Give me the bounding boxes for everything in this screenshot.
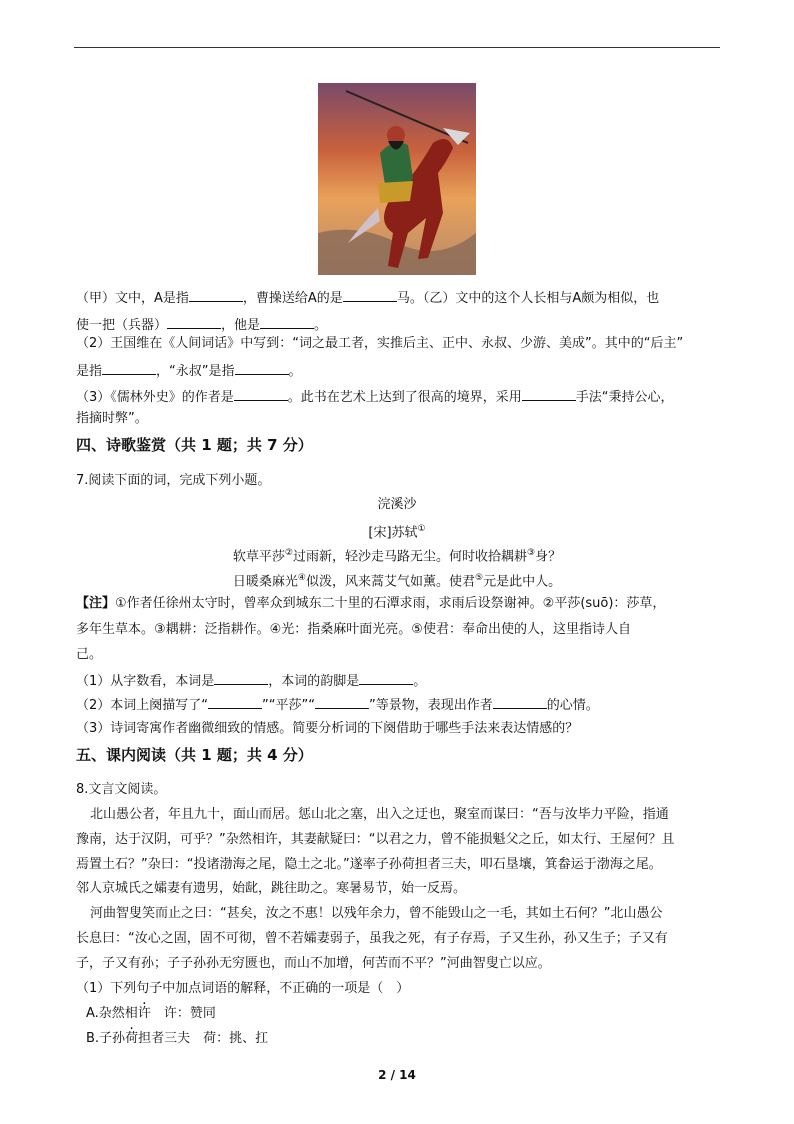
text: 担者三夫 荷：挑、扛 xyxy=(138,1031,269,1046)
blank xyxy=(343,287,397,302)
note-line-3: 己。 xyxy=(76,647,103,662)
section-heading-5: 五、课内阅读（共 1 题；共 4 分） xyxy=(76,746,313,764)
guan-yu-illustration xyxy=(318,83,476,275)
poem-title: 浣溪沙 xyxy=(377,497,417,512)
passage-p1-line-1: 北山愚公者，年且九十，面山而居。惩山北之塞，出入之迂也，聚室而谋曰：“吾与汝毕力平险，指通 xyxy=(90,807,669,822)
text: （3）《儒林外史》的作者是 xyxy=(76,390,234,405)
dotted-word: 荷 xyxy=(125,1031,139,1046)
note-line-2: 多年生草本。③耦耕：泛指耕作。④光：指桑麻叶面光亮。⑤使君：奉命出使的人，这里指诗人自 xyxy=(76,622,631,637)
passage-p1-line-2: 豫南，达于汉阴，可乎？”杂然相许，其妻献疑曰：“以君之力，曾不能损魁父之丘，如太行、王屋何？且 xyxy=(76,832,675,847)
text: 许：赞同 xyxy=(150,1006,216,1021)
blank xyxy=(260,314,314,329)
text: （1）从字数看，本词是 xyxy=(76,674,215,689)
page-number: 2 / 14 xyxy=(378,1068,416,1082)
poem-line-1 xyxy=(0,543,794,567)
note-marker: ② xyxy=(284,548,293,558)
text: 指摘时弊”。 xyxy=(76,411,148,426)
text: B.子孙 xyxy=(86,1031,126,1046)
text: ，本词的韵脚是 xyxy=(268,674,360,689)
text: 元是此中人。 xyxy=(483,574,562,590)
text: 似泼，风来蒿艾气如薰。使君 xyxy=(305,574,475,590)
passage-p1-line-3: 焉置土石？”杂曰：“投诸渤海之尾，隐土之北。”遂率子孙荷担者三夫，叩石垦壤，箕畚运于渤海之尾。 xyxy=(76,857,662,872)
blank xyxy=(102,360,156,375)
text: 过雨新，轻沙走马路无尘。何时收拾耦耕 xyxy=(292,549,527,565)
q7-intro: 7.阅读下面的词，完成下列小题。 xyxy=(76,473,271,488)
text: ，“永叔”是指 xyxy=(156,364,235,379)
note-marker: ③ xyxy=(527,548,536,558)
text: ”等景物，表现出作者 xyxy=(368,698,493,713)
q6-3-line-1 xyxy=(76,386,674,408)
blank xyxy=(167,314,221,329)
note-marker: ④ xyxy=(297,573,306,583)
blank xyxy=(522,386,576,401)
text: （2）本词上阕描写了“ xyxy=(76,698,209,713)
note-marker: ① xyxy=(417,524,426,534)
text: ①作者任徐州太守时，曾率众到城东二十里的石潭求雨，求雨后设祭谢神。②平莎(suō)：莎草， xyxy=(115,596,666,611)
passage-p2-line-2: 长息曰：“汝心之固，固不可彻，曾不若孀妻弱子，虽我之死，有子存焉，子又生孙，孙又生子；子又有 xyxy=(76,931,668,946)
note-line-1 xyxy=(76,594,665,614)
poem-line-2 xyxy=(0,568,794,592)
text: A.杂然相 xyxy=(86,1006,138,1021)
q8-1: （1）下列句子中加点词语的解释，不正确的一项是（ ） xyxy=(76,981,410,996)
section-heading-4: 四、诗歌鉴赏（共 1 题；共 7 分） xyxy=(76,436,313,454)
text: 是指 xyxy=(76,364,103,379)
blank xyxy=(234,386,288,401)
blank xyxy=(235,360,289,375)
text: 。 xyxy=(314,318,328,333)
passage-p2-line-3: 子，子又有孙；子子孙孙无穷匮也，而山不加增，何苦而不平？”河曲智叟亡以应。 xyxy=(76,956,551,971)
dotted-word: 许 xyxy=(137,1006,151,1021)
note-marker: ⑤ xyxy=(475,573,484,583)
q6-3-line-2 xyxy=(76,409,148,429)
text: （2）王国维在《人间词话》中写到：“词之最工者，实推后主、正中、永叔、少游、美成”。其中的“后主” xyxy=(76,336,684,351)
q6-2-line-2 xyxy=(76,360,302,382)
text: 日暖桑麻光 xyxy=(232,574,298,590)
blank xyxy=(359,670,413,685)
text: 。此书在艺术上达到了很高的境界，采用 xyxy=(287,390,522,405)
q7-3: （3）诗词寄寓作者幽微细致的情感。简要分析词的下阕借助于哪些手法来表达情感的？ xyxy=(76,721,579,736)
poem-author xyxy=(0,519,794,543)
text: 马。（乙）文中的这个人长相与A颇为相似，也 xyxy=(396,291,660,306)
header-rule xyxy=(74,47,720,48)
text: [宋]苏轼 xyxy=(368,525,418,541)
q6-line-1 xyxy=(76,287,659,309)
passage-p1-line-4: 邻人京城氏之孀妻有遗男，始龀，跳往助之。寒暑易节，始一反焉。 xyxy=(76,881,467,896)
passage-p2-line-1: 河曲智叟笑而止之曰：“甚矣，汝之不惠！以残年余力，曾不能毁山之一毛，其如土石何？”北山愚公 xyxy=(90,906,663,921)
text: ”“平莎”“ xyxy=(262,698,315,713)
blank xyxy=(189,287,243,302)
blank xyxy=(315,694,369,709)
q6-line-2 xyxy=(76,314,327,336)
text: ，曹操送给A的是 xyxy=(242,291,343,306)
text: （甲）文中，A是指 xyxy=(76,291,189,306)
text: ，他是 xyxy=(221,318,261,333)
text: 。 xyxy=(413,674,427,689)
blank xyxy=(208,694,262,709)
blank xyxy=(214,670,268,685)
blank xyxy=(493,694,547,709)
q7-1 xyxy=(76,670,426,692)
text: 身？ xyxy=(535,549,562,565)
note-label: 【注】 xyxy=(76,596,116,611)
text: 软草平莎 xyxy=(232,549,285,565)
text: 的心情。 xyxy=(546,698,599,713)
text: 手法“秉持公心， xyxy=(575,390,674,405)
text: 使一把（兵器） xyxy=(76,318,168,333)
text: 。 xyxy=(288,364,302,379)
q7-2 xyxy=(76,694,599,716)
q6-2-line-1 xyxy=(76,334,683,354)
q8-intro: 8.文言文阅读。 xyxy=(76,782,167,797)
option-a xyxy=(86,1004,216,1024)
option-b xyxy=(86,1029,268,1049)
